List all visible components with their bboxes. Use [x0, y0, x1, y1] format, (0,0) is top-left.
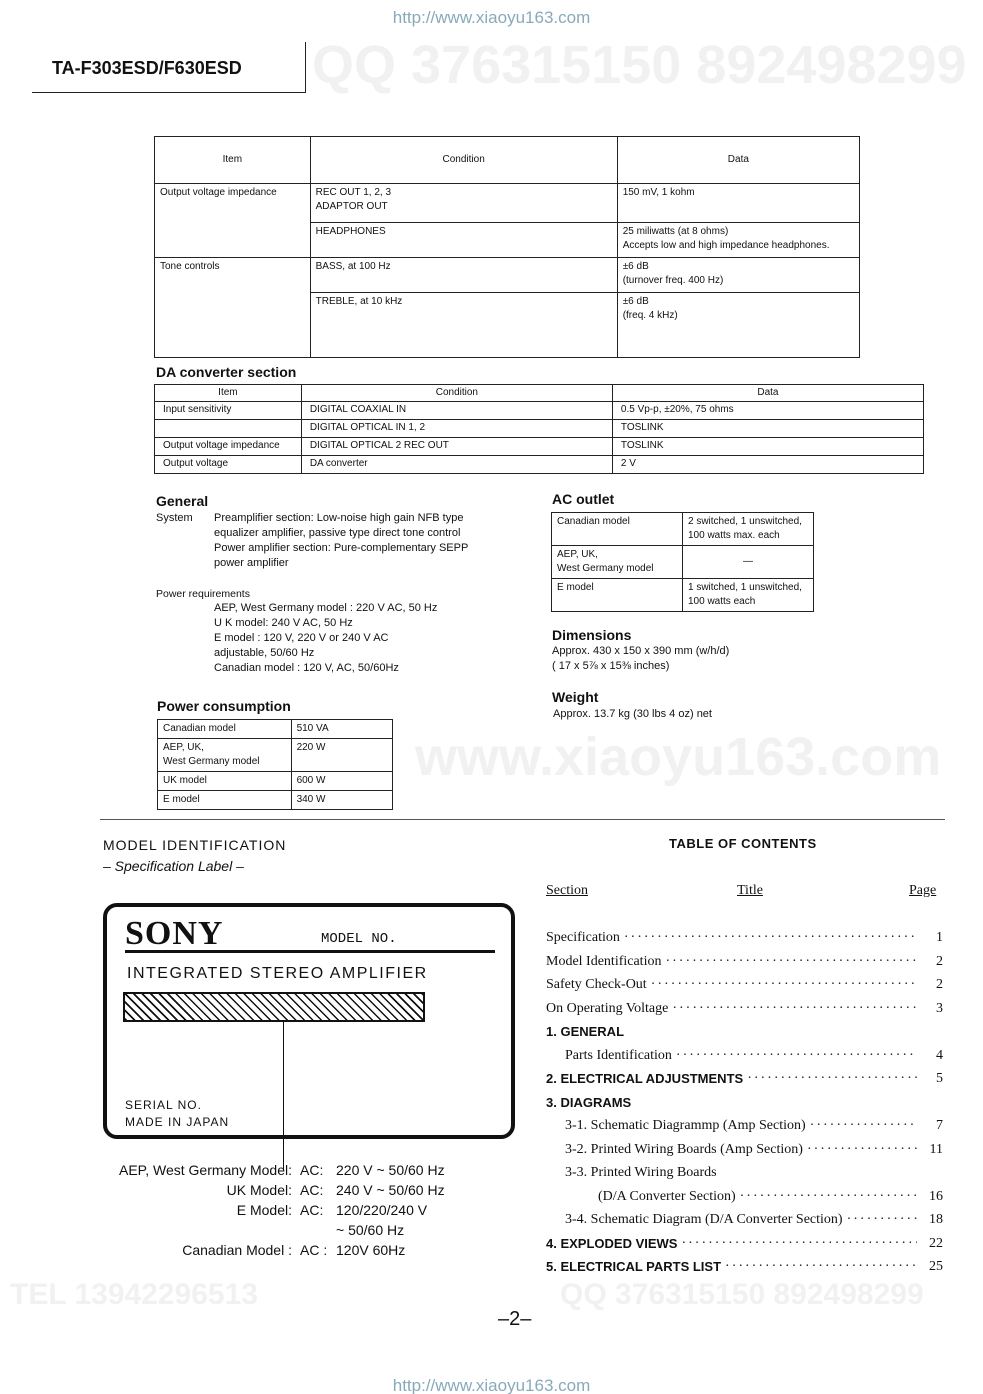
model-header: TA-F303ESD/F630ESD	[52, 58, 242, 78]
source-url: http://www.xiaoyu163.com	[392, 8, 591, 27]
data-cell: 25 miliwatts (at 8 ohms) Accepts low and high impedance headphones.	[617, 223, 859, 258]
leader-dots	[672, 1001, 917, 1017]
source-url-footer: http://www.xiaoyu163.com	[392, 1376, 591, 1394]
cell: Output voltage	[155, 456, 302, 474]
weight-title: Weight	[552, 689, 599, 705]
condition-cell: BASS, at 100 Hz	[310, 258, 617, 293]
cell: 220 W	[291, 739, 392, 772]
cell: Input sensitivity	[155, 402, 302, 420]
leader-dots	[807, 1142, 917, 1158]
toc-item-title: 2. ELECTRICAL ADJUSTMENTS	[546, 1071, 744, 1086]
toc-item-page: 4	[936, 1047, 943, 1063]
cell: Output voltage impedance	[155, 438, 302, 456]
dimensions-title: Dimensions	[552, 627, 632, 643]
cell: UK model	[158, 772, 292, 791]
toc-item-title: 5. ELECTRICAL PARTS LIST	[546, 1259, 722, 1274]
watermark: QQ 376315150 892498299	[560, 1278, 924, 1311]
toc-item[interactable]	[546, 954, 943, 970]
power-req-text: AEP, West Germany model : 220 V AC, 50 Hz U K model: 240 V AC, 50 Hz E model : 120 V, 220 V or 240 V AC adjustable, 50/60 Hz Canadian model : 120 V, AC, 50/60Hz	[214, 602, 438, 674]
toc-item[interactable]	[546, 1095, 943, 1110]
model-no-label: MODEL NO.	[321, 931, 397, 947]
leader-dots	[651, 977, 917, 993]
toc-item-title: 3-1. Schematic Diagrammp (Amp Section)	[565, 1118, 806, 1133]
cell: DIGITAL COAXIAL IN	[301, 402, 612, 420]
toc-item-page: 2	[936, 977, 943, 992]
toc-item[interactable]	[546, 1024, 943, 1039]
spec-table	[154, 136, 860, 358]
leader-dots	[847, 1212, 917, 1228]
toc-item-page: 11	[929, 1141, 943, 1157]
toc-item-page: 3	[936, 1000, 943, 1016]
power-req-label: Power requirements	[156, 588, 250, 600]
toc-item[interactable]	[546, 1189, 943, 1205]
toc-item-title: 3-4. Schematic Diagram (D/A Converter Section)	[565, 1212, 843, 1227]
toc-item-page: 25	[929, 1259, 943, 1274]
column-header: Item	[155, 137, 311, 184]
condition-cell: HEADPHONES	[310, 223, 617, 258]
toc-item-page: 5	[936, 1071, 943, 1086]
model-barcode-area	[123, 992, 425, 1022]
toc-col-page: Page	[909, 883, 937, 898]
table-row	[158, 739, 393, 772]
toc-item-page: 7	[936, 1118, 943, 1133]
toc-item-title: 3-3. Printed Wiring Boards	[565, 1165, 717, 1180]
general-title: General	[156, 493, 209, 509]
cell: 600 W	[291, 772, 392, 791]
watermark: www.xiaoyu163.com	[415, 727, 942, 787]
leader-dots	[810, 1118, 917, 1134]
power-consumption-table	[157, 719, 393, 810]
column-header: Condition	[310, 137, 617, 184]
cell: AEP, UK, West Germany model	[158, 739, 292, 772]
toc-item-title: Model Identification	[546, 953, 662, 969]
toc-item[interactable]	[546, 1118, 943, 1134]
toc-item-title: Safety Check-Out	[546, 977, 647, 992]
voltage-row: AEP, West Germany Model: AC: 220 V ~ 50/60 Hz	[119, 1162, 445, 1178]
model-id-subtitle: – Specification Label –	[103, 858, 244, 874]
toc-item-title: 1. GENERAL	[546, 1024, 625, 1039]
data-cell: 150 mV, 1 kohm	[617, 184, 859, 223]
power-consumption-title: Power consumption	[157, 698, 291, 714]
spec-label	[103, 903, 515, 1139]
table-row	[552, 513, 814, 546]
toc-item[interactable]	[546, 1001, 943, 1017]
column-header: Item	[155, 385, 302, 402]
toc-col-section: Section	[546, 883, 588, 898]
toc-item-title: 3. DIAGRAMS	[546, 1094, 632, 1110]
table-row	[155, 402, 924, 420]
ac-outlet-table	[551, 512, 814, 612]
toc-item-page: 1	[936, 930, 943, 945]
cell: 1 switched, 1 unswitched, 100 watts each	[683, 579, 814, 612]
voltage-row: E Model: AC: 120/220/240 V	[236, 1202, 428, 1218]
table-row	[552, 546, 814, 579]
toc-title: TABLE OF CONTENTS	[669, 836, 817, 851]
leader-dots	[676, 1048, 917, 1064]
toc-item-title: Specification	[546, 930, 620, 945]
toc-item-page: 22	[929, 1235, 943, 1251]
table-row	[155, 420, 924, 438]
cell: Canadian model	[158, 720, 292, 739]
table-row	[158, 772, 393, 791]
condition-cell: TREBLE, at 10 kHz	[310, 293, 617, 358]
toc-item[interactable]	[546, 1071, 943, 1087]
cell: TOSLINK	[612, 438, 923, 456]
toc-item[interactable]	[546, 1165, 943, 1181]
toc-item[interactable]	[546, 1212, 943, 1228]
cell: DA converter	[301, 456, 612, 474]
toc-col-title: Title	[737, 883, 763, 898]
cell: E model	[158, 791, 292, 810]
toc-item[interactable]	[546, 1259, 943, 1275]
cell: E model	[552, 579, 683, 612]
table-header-row	[155, 385, 924, 402]
watermark: QQ 376315150 892498299	[312, 35, 967, 95]
column-header: Data	[612, 385, 923, 402]
leader-dots	[681, 1236, 917, 1252]
cell: TOSLINK	[612, 420, 923, 438]
cell: 340 W	[291, 791, 392, 810]
toc-item-title: 4. EXPLODED VIEWS	[546, 1235, 678, 1251]
toc-item-page: 18	[929, 1212, 943, 1227]
data-cell: ±6 dB (freq. 4 kHz)	[617, 293, 859, 358]
toc-item[interactable]	[546, 1048, 943, 1064]
toc-item-title: On Operating Voltage	[546, 1000, 669, 1016]
item-cell: Output voltage impedance	[155, 184, 311, 258]
sony-logo: SONY	[125, 915, 224, 952]
table-row	[158, 720, 393, 739]
toc-item[interactable]	[546, 1142, 943, 1158]
table-row	[155, 438, 924, 456]
toc-item-title: 3-2. Printed Wiring Boards (Amp Section)	[565, 1141, 803, 1157]
table-header-row	[155, 137, 860, 184]
cell: —	[683, 546, 814, 579]
da-table	[154, 384, 924, 474]
leader-dots	[747, 1071, 917, 1087]
model-id-title: MODEL IDENTIFICATION	[103, 837, 287, 853]
da-title: DA converter section	[156, 364, 297, 380]
item-cell: Tone controls	[155, 258, 311, 358]
column-header: Data	[617, 137, 859, 184]
ac-outlet-title: AC outlet	[552, 491, 615, 507]
cell: Canadian model	[552, 513, 683, 546]
serial-label: SERIAL NO.	[125, 1098, 202, 1112]
watermark: TEL 13942296513	[10, 1278, 258, 1311]
voltage-list	[100, 1162, 480, 1262]
cell	[155, 420, 302, 438]
table-row	[155, 184, 860, 223]
toc-item[interactable]	[546, 930, 943, 946]
cell: AEP, UK, West Germany model	[552, 546, 683, 579]
cell: 0.5 Vp-p, ±20%, 75 ohms	[612, 402, 923, 420]
table-row	[155, 258, 860, 293]
data-cell: ±6 dB (turnover freq. 400 Hz)	[617, 258, 859, 293]
table-row	[158, 791, 393, 810]
system-text: Preamplifier section: Low-noise high gain NFB type equalizer amplifier, passive type direct tone control Power amplifier section: Pure-complementary SEPP power amplifier	[214, 512, 469, 569]
cell: DIGITAL OPTICAL 2 REC OUT	[301, 438, 612, 456]
column-header: Condition	[301, 385, 612, 402]
cell: 2 switched, 1 unswitched, 100 watts max. each	[683, 513, 814, 546]
leader-dots	[665, 954, 917, 970]
condition-cell: REC OUT 1, 2, 3 ADAPTOR OUT	[310, 184, 617, 223]
toc-item[interactable]	[546, 1236, 943, 1252]
voltage-row: ~ 50/60 Hz	[336, 1222, 405, 1238]
toc-item-title: Parts Identification	[565, 1047, 672, 1063]
weight-text: Approx. 13.7 kg (30 lbs 4 oz) net	[553, 708, 712, 720]
cell: 510 VA	[291, 720, 392, 739]
leader-dots	[624, 930, 917, 946]
voltage-row: Canadian Model : AC : 120V 60Hz	[182, 1242, 406, 1258]
page-number: –2–	[498, 1308, 532, 1330]
toc-item-page: 2	[936, 953, 943, 969]
leader-dots	[725, 1259, 917, 1275]
dimensions-text: Approx. 430 x 150 x 390 mm (w/h/d) ( 17 x 5⅞ x 15⅜ inches)	[552, 645, 730, 672]
cell: DIGITAL OPTICAL IN 1, 2	[301, 420, 612, 438]
table-row	[552, 579, 814, 612]
made-in-label: MADE IN JAPAN	[125, 1115, 230, 1129]
toc-item-title: (D/A Converter Section)	[598, 1188, 736, 1204]
product-name: INTEGRATED STEREO AMPLIFIER	[127, 965, 428, 982]
voltage-row: UK Model: AC: 240 V ~ 50/60 Hz	[226, 1182, 445, 1198]
cell: 2 V	[612, 456, 923, 474]
toc-item-page: 16	[929, 1188, 943, 1204]
table-row	[155, 456, 924, 474]
toc-item[interactable]	[546, 977, 943, 993]
leader-dots	[740, 1189, 917, 1205]
system-label: System	[156, 512, 193, 524]
